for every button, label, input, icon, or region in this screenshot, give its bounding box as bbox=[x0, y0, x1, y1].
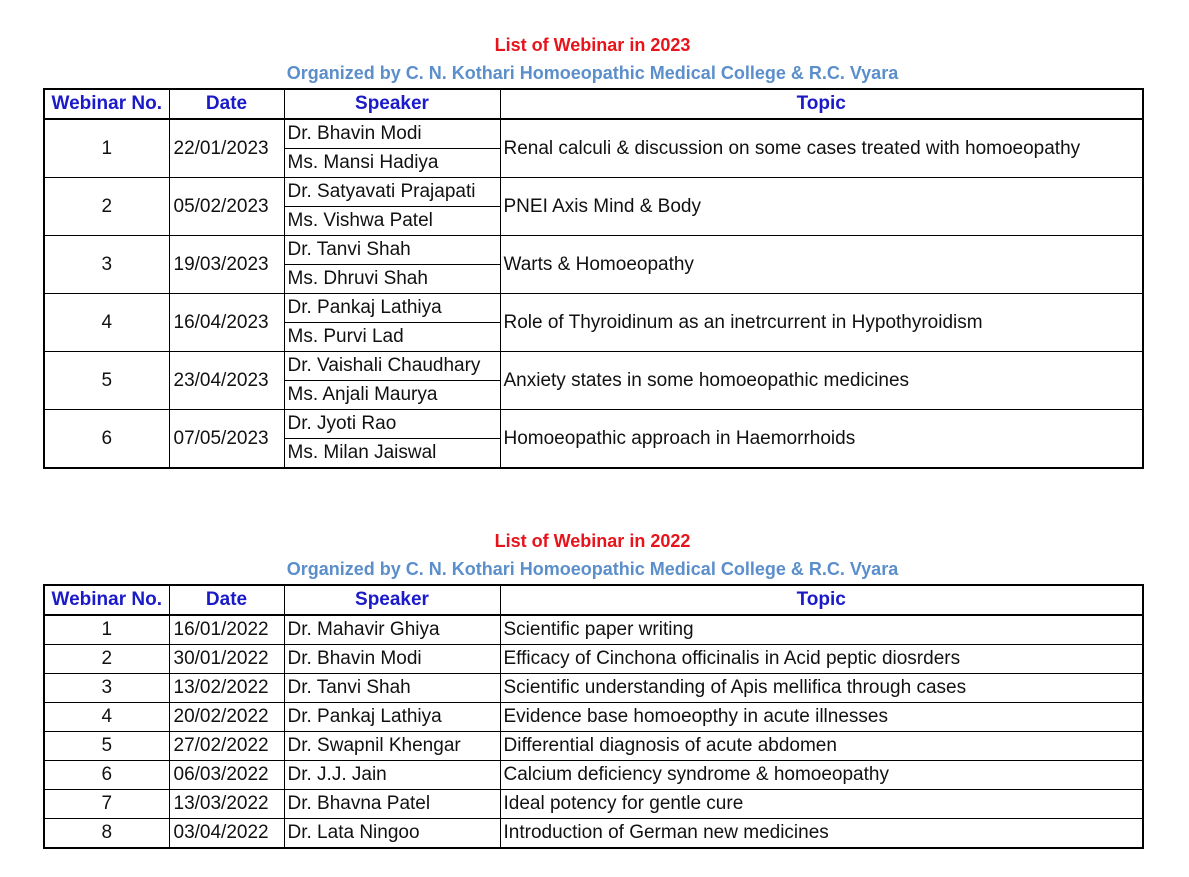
speaker-cell: Dr. Bhavin Modi bbox=[284, 119, 500, 149]
header-date: Date bbox=[169, 585, 284, 615]
table-row bbox=[44, 790, 1143, 819]
webinar-no-cell: 4 bbox=[44, 703, 169, 732]
co-speaker-cell: Ms. Vishwa Patel bbox=[284, 207, 500, 236]
date-cell: 05/02/2023 bbox=[169, 178, 284, 236]
header-webinar-no: Webinar No. bbox=[44, 585, 169, 615]
co-speaker-cell: Ms. Milan Jaiswal bbox=[284, 439, 500, 469]
webinar-no-cell: 7 bbox=[44, 790, 169, 819]
date-cell: 16/04/2023 bbox=[169, 294, 284, 352]
topic-cell: Calcium deficiency syndrome & homoeopathy bbox=[500, 761, 1143, 790]
speaker-cell: Dr. Vaishali Chaudhary bbox=[284, 352, 500, 381]
header-speaker: Speaker bbox=[284, 585, 500, 615]
speaker-cell: Dr. Pankaj Lathiya bbox=[284, 294, 500, 323]
date-cell: 27/02/2022 bbox=[169, 732, 284, 761]
speaker-cell: Dr. Jyoti Rao bbox=[284, 410, 500, 439]
table-header-row bbox=[44, 89, 1143, 119]
date-cell: 13/03/2022 bbox=[169, 790, 284, 819]
date-cell: 06/03/2022 bbox=[169, 761, 284, 790]
webinar-2022-section bbox=[43, 527, 1142, 849]
co-speaker-cell: Ms. Anjali Maurya bbox=[284, 381, 500, 410]
table-row bbox=[44, 761, 1143, 790]
table-row bbox=[44, 236, 1143, 265]
webinar-no-cell: 5 bbox=[44, 352, 169, 410]
topic-cell: Efficacy of Cinchona officinalis in Acid peptic diosrders bbox=[500, 645, 1143, 674]
topic-cell: Anxiety states in some homoeopathic medicines bbox=[500, 352, 1143, 410]
table-row bbox=[44, 615, 1143, 645]
co-speaker-cell: Ms. Mansi Hadiya bbox=[284, 149, 500, 178]
webinar-no-cell: 2 bbox=[44, 645, 169, 674]
topic-cell: Scientific understanding of Apis mellifica through cases bbox=[500, 674, 1143, 703]
date-cell: 19/03/2023 bbox=[169, 236, 284, 294]
table-row bbox=[44, 645, 1143, 674]
date-cell: 23/04/2023 bbox=[169, 352, 284, 410]
speaker-cell: Dr. Tanvi Shah bbox=[284, 674, 500, 703]
table-row bbox=[44, 732, 1143, 761]
topic-cell: Introduction of German new medicines bbox=[500, 819, 1143, 849]
webinar-2022-table bbox=[43, 584, 1144, 849]
webinar-no-cell: 8 bbox=[44, 819, 169, 849]
date-cell: 30/01/2022 bbox=[169, 645, 284, 674]
speaker-cell: Dr. Tanvi Shah bbox=[284, 236, 500, 265]
header-topic: Topic bbox=[500, 89, 1143, 119]
co-speaker-cell: Ms. Dhruvi Shah bbox=[284, 265, 500, 294]
table-row bbox=[44, 352, 1143, 381]
topic-cell: Differential diagnosis of acute abdomen bbox=[500, 732, 1143, 761]
speaker-cell: Dr. Bhavin Modi bbox=[284, 645, 500, 674]
speaker-cell: Dr. Lata Ningoo bbox=[284, 819, 500, 849]
date-cell: 22/01/2023 bbox=[169, 119, 284, 178]
table-row bbox=[44, 178, 1143, 207]
co-speaker-cell: Ms. Purvi Lad bbox=[284, 323, 500, 352]
webinar-no-cell: 4 bbox=[44, 294, 169, 352]
table-row bbox=[44, 294, 1143, 323]
webinar-2023-title: List of Webinar in 2023 bbox=[494, 35, 691, 55]
webinar-no-cell: 6 bbox=[44, 410, 169, 469]
webinar-no-cell: 1 bbox=[44, 615, 169, 645]
header-webinar-no: Webinar No. bbox=[44, 89, 169, 119]
topic-cell: PNEI Axis Mind & Body bbox=[500, 178, 1143, 236]
table-header-row bbox=[44, 585, 1143, 615]
table-row bbox=[44, 410, 1143, 439]
webinar-no-cell: 6 bbox=[44, 761, 169, 790]
webinar-no-cell: 2 bbox=[44, 178, 169, 236]
topic-cell: Warts & Homoeopathy bbox=[500, 236, 1143, 294]
webinar-2023-subtitle: Organized by C. N. Kothari Homoeopathic Medical College & R.C. Vyara bbox=[286, 63, 899, 83]
table-row bbox=[44, 703, 1143, 732]
speaker-cell: Dr. Pankaj Lathiya bbox=[284, 703, 500, 732]
topic-cell: Ideal potency for gentle cure bbox=[500, 790, 1143, 819]
webinar-no-cell: 5 bbox=[44, 732, 169, 761]
speaker-cell: Dr. Mahavir Ghiya bbox=[284, 615, 500, 645]
speaker-cell: Dr. Satyavati Prajapati bbox=[284, 178, 500, 207]
header-speaker: Speaker bbox=[284, 89, 500, 119]
date-cell: 20/02/2022 bbox=[169, 703, 284, 732]
webinar-2022-subtitle: Organized by C. N. Kothari Homoeopathic Medical College & R.C. Vyara bbox=[286, 559, 899, 579]
table-row bbox=[44, 119, 1143, 149]
webinar-2023-section bbox=[43, 31, 1142, 469]
webinar-no-cell: 3 bbox=[44, 236, 169, 294]
speaker-cell: Dr. J.J. Jain bbox=[284, 761, 500, 790]
date-cell: 13/02/2022 bbox=[169, 674, 284, 703]
date-cell: 07/05/2023 bbox=[169, 410, 284, 469]
webinar-2023-table bbox=[43, 88, 1144, 469]
webinar-no-cell: 1 bbox=[44, 119, 169, 178]
topic-cell: Renal calculi & discussion on some cases treated with homoeopathy bbox=[500, 119, 1143, 178]
header-date: Date bbox=[169, 89, 284, 119]
topic-cell: Homoeopathic approach in Haemorrhoids bbox=[500, 410, 1143, 469]
speaker-cell: Dr. Swapnil Khengar bbox=[284, 732, 500, 761]
date-cell: 03/04/2022 bbox=[169, 819, 284, 849]
table-row bbox=[44, 819, 1143, 849]
header-topic: Topic bbox=[500, 585, 1143, 615]
topic-cell: Role of Thyroidinum as an inetrcurrent in Hypothyroidism bbox=[500, 294, 1143, 352]
table-row bbox=[44, 674, 1143, 703]
webinar-2022-title: List of Webinar in 2022 bbox=[494, 531, 691, 551]
topic-cell: Scientific paper writing bbox=[500, 615, 1143, 645]
date-cell: 16/01/2022 bbox=[169, 615, 284, 645]
topic-cell: Evidence base homoeopthy in acute illnesses bbox=[500, 703, 1143, 732]
webinar-no-cell: 3 bbox=[44, 674, 169, 703]
speaker-cell: Dr. Bhavna Patel bbox=[284, 790, 500, 819]
